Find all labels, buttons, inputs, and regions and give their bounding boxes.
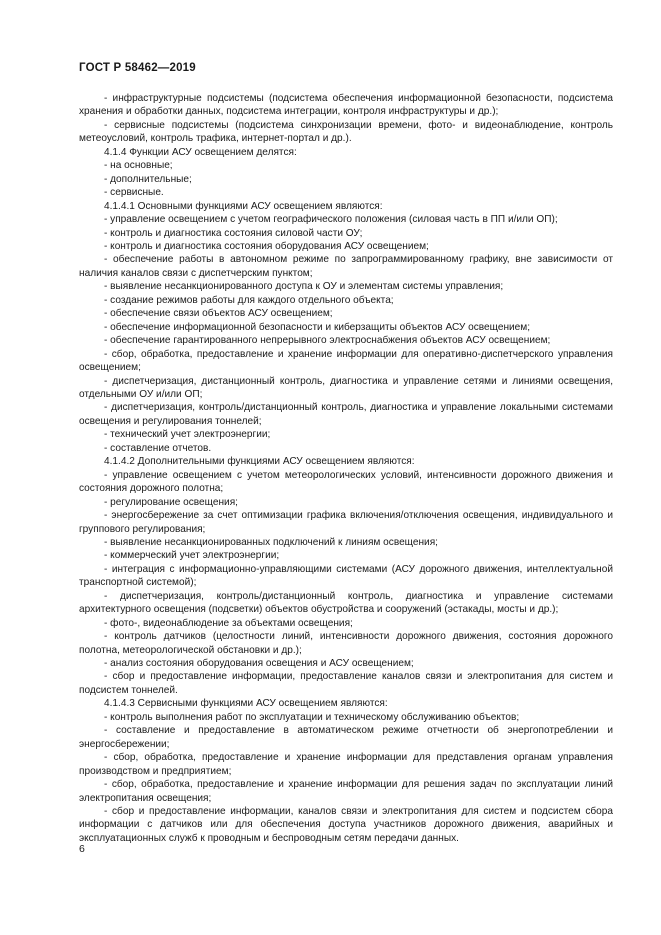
page-number: 6 [79,843,85,855]
document-header: ГОСТ Р 58462—2019 [79,62,196,74]
paragraph: - составление отчетов. [104,442,212,454]
paragraph: - сбор, обработка, предоставление и хранение информации для решения задач по эксплуатации линий электропитания освещения; [79,779,613,804]
paragraph: - контроль датчиков (целостности линий, интенсивности дорожного движения, состояния дорожного полотна, метеорологической обстановки и др.); [79,631,613,656]
paragraph: - составление и предоставление в автоматическом режиме отчетности об энергопотреблении и энергосбережении; [79,725,613,750]
paragraph: - обеспечение работы в автономном режиме по запрограммированному графику, вне зависимости от наличия каналов связи с диспетчерским пунктом; [79,254,613,279]
paragraph: - интеграция с информационно-управляющими системами (АСУ дорожного движения, интеллектуальной транспортной системой); [79,563,613,589]
paragraph: - управление освещением с учетом географического положения (силовая часть в ПП и/или ОП); [104,214,558,226]
paragraph: - сбор и предоставление информации, предоставление каналов связи и электропитания для систем и подсистем тоннелей. [79,671,613,696]
paragraph: - инфраструктурные подсистемы (подсистема обеспечения информационной безопасности, подсистема хранения и обработки данных, подсистема интеграции, контроля инфраструктуры и др.); [79,93,613,118]
paragraph: - коммерческий учет электроэнергии; [104,550,280,562]
paragraph: - сбор, обработка, предоставление и хранение информации для представления органам управления производством и предприятием; [79,752,613,777]
paragraph: - сбор и предоставление информации, каналов связи и электропитания для систем и подсистем сбора информации с датчиков или для обеспечения доступа участников дорожного движения, аварийных и эксплуатационных служб к проводным и беспроводным сетям передачи данных. [79,806,613,844]
paragraph: - сбор, обработка, предоставление и хранение информации для оперативно-диспетчерского управления освещением; [79,348,613,374]
paragraph: - обеспечение связи объектов АСУ освещением; [104,308,333,320]
paragraph: - энергосбережение за счет оптимизации графика включения/отключения освещения, индивидуального и группового регулирования; [79,510,613,535]
paragraph: - выявление несанкционированного доступа к ОУ и элементам системы управления; [104,281,504,293]
paragraph: - выявление несанкционированных подключений к линиям освещения; [104,536,438,548]
paragraph: - диспетчеризация, дистанционный контроль, диагностика и управление сетями и линиями освещения, отдельными ОУ и/или ОП; [79,375,613,400]
paragraph: 4.1.4.3 Сервисными функциями АСУ освещением являются: [104,698,388,710]
paragraph: - фото-, видеонаблюдение за объектами освещения; [104,617,353,629]
paragraph: - диспетчеризация, контроль/дистанционный контроль, диагностика и управление локальными системами освещения и регулирования тоннелей; [79,402,613,427]
paragraph: - обеспечение информационной безопасности и киберзащиты объектов АСУ освещением; [104,321,531,333]
paragraph: - создание режимов работы для каждого отдельного объекта; [104,294,394,306]
paragraph: - контроль выполнения работ по эксплуатации и техническому обслуживанию объектов; [104,711,520,723]
paragraph: - сервисные. [104,187,164,199]
paragraph: - на основные; [104,160,173,172]
paragraph: - обеспечение гарантированного непрерывного электроснабжения объектов АСУ освещением; [104,335,551,347]
paragraph: 4.1.4 Функции АСУ освещением делятся: [104,146,297,158]
paragraph: 4.1.4.1 Основными функциями АСУ освещением являются: [104,200,383,212]
paragraph: - технический учет электроэнергии; [104,429,271,441]
document-body [79,92,613,845]
paragraph: 4.1.4.2 Дополнительными функциями АСУ освещением являются: [104,456,415,468]
paragraph: - сервисные подсистемы (подсистема синхронизации времени, фото- и видеонаблюдение, контроль метеоусловий, контроль трафика, интернет-портал и др.). [79,119,613,145]
paragraph: - контроль и диагностика состояния оборудования АСУ освещением; [104,240,429,252]
paragraph: - анализ состояния оборудования освещения и АСУ освещением; [104,658,414,670]
paragraph: - регулирование освещения; [104,496,238,508]
paragraph: - диспетчеризация, контроль/дистанционный контроль, диагностика и управление системами архитектурного освещения (подсветки) объектов обустройства и сооружений (эстакады, мосты и др.); [79,590,613,616]
paragraph: - дополнительные; [104,173,192,185]
paragraph: - контроль и диагностика состояния силовой части ОУ; [104,227,363,239]
paragraph: - управление освещением с учетом метеорологических условий, интенсивности дорожного движения и состояния дорожного полотна; [79,469,613,495]
